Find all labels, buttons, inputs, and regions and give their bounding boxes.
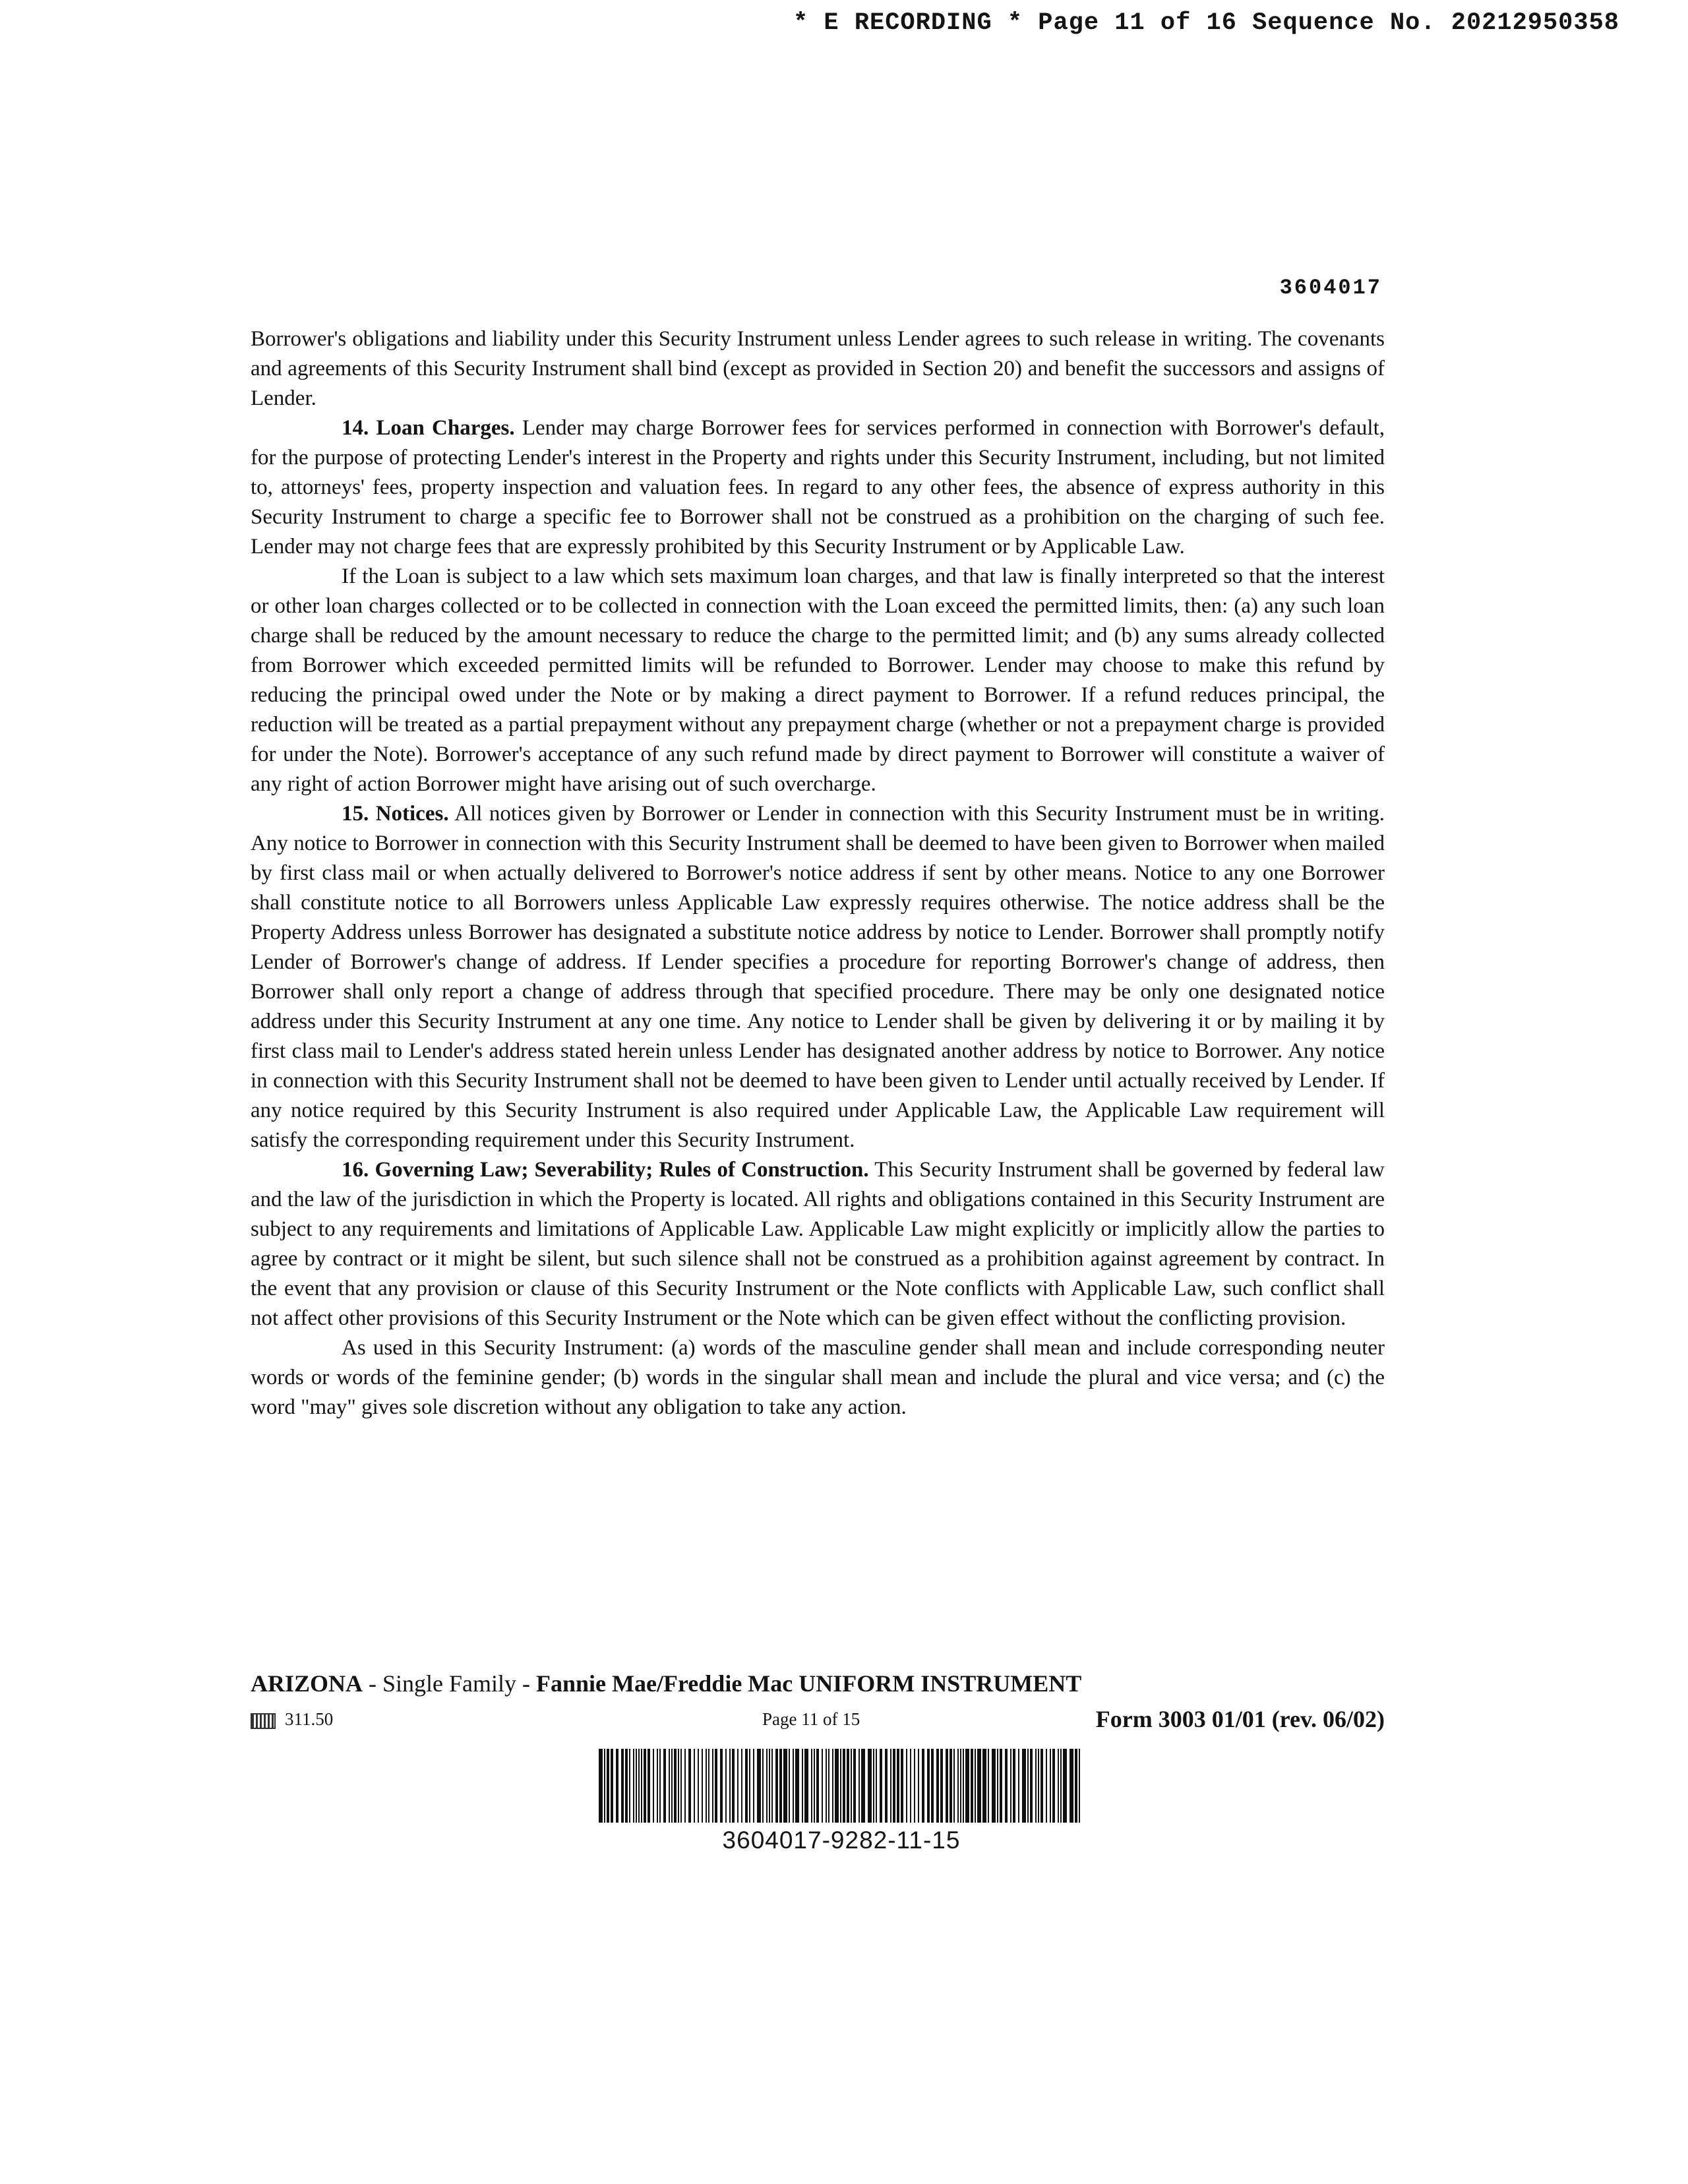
footer-form-number: Form 3003 01/01 (rev. 06/02) — [1095, 1706, 1385, 1732]
footer-row — [251, 1705, 1385, 1734]
document-body — [251, 324, 1385, 1422]
section-14-loan-charges — [251, 413, 1385, 562]
publisher-logo-icon — [251, 1713, 276, 1729]
footer-state: ARIZONA — [251, 1670, 363, 1697]
barcode — [599, 1749, 1084, 1823]
section-15-notices — [251, 799, 1385, 1155]
recording-header: * E RECORDING * Page 11 of 16 Sequence No. 20212950358 — [793, 9, 1619, 37]
section-text: Lender may charge Borrower fees for services performed in connection with Borrower's default, for the purpose of protecting Lender's interest in the Property and rights under this Security Instrument, including, but not limited to, attorneys' fees, property inspection and valuation fees. In regard to any other fees, the absence of express authority in this Security Instrument to charge a specific fee to Borrower shall not be construed as a prohibition on the charging of such fee. Lender may not charge fees that are expressly prohibited by this Security Instrument or by Applicable Law. — [251, 416, 1385, 559]
loan-number: 3604017 — [1279, 276, 1382, 300]
footer-title — [251, 1670, 1081, 1697]
footer-code-text: 311.50 — [285, 1709, 334, 1729]
section-text: This Security Instrument shall be governed by federal law and the law of the jurisdiction in which the Property is located. All rights and obligations contained in this Security Instrument are subject to any requirements and limitations of Applicable Law. Applicable Law might explicitly or implicitly allow the parties to agree by contract or it might be silent, but such silence shall not be construed as a prohibition against agreement by contract. In the event that any provision or clause of this Security Instrument or the Note conflicts with Applicable Law, such conflict shall not affect other provisions of this Security Instrument or the Note which can be given effect without the conflicting provision. — [251, 1158, 1385, 1330]
section-16-governing-law — [251, 1155, 1385, 1333]
barcode-number: 3604017-9282-11-15 — [722, 1827, 961, 1854]
section-text: All notices given by Borrower or Lender in connection with this Security Instrument must be in writing. Any notice to Borrower in connection with this Security Instrument shall be deemed to have been given to Borrower when mailed by first class mail or when actually delivered to Borrower's notice address if sent by other means. Notice to any one Borrower shall constitute notice to all Borrowers unless Applicable Law expressly requires otherwise. The notice address shall be the Property Address unless Borrower has designated a substitute notice address by notice to Lender. Borrower shall promptly notify Lender of Borrower's change of address. If Lender specifies a procedure for reporting Borrower's change of address, then Borrower shall only report a change of address through that specified procedure. There may be only one designated notice address under this Security Instrument at any one time. Any notice to Lender shall be given by delivering it or by mailing it by first class mail to Lender's address stated herein unless Lender has designated another address by notice to Borrower. Any notice in connection with this Security Instrument shall not be deemed to have been given to Lender until actually received by Lender. If any notice required by this Security Instrument is also required under Applicable Law, the Applicable Law requirement will satisfy the corresponding requirement under this Security Instrument. — [251, 802, 1385, 1152]
section-16-continuation: As used in this Security Instrument: (a) words of the masculine gender shall mean and include corresponding neuter words or words of the feminine gender; (b) words in the singular shall mean and include the plural and vice versa; and (c) the word "may" gives sole discretion without any obligation to take any action. — [251, 1336, 1385, 1419]
paragraph-continuation: Borrower's obligations and liability under this Security Instrument unless Lender agrees to such release in writing. The covenants and agreements of this Security Instrument shall bind (except as provided in Section 20) and benefit the successors and assigns of Lender. — [251, 327, 1385, 410]
section-heading: 15. Notices. — [342, 802, 449, 826]
footer-page-number: Page 11 of 15 — [762, 1709, 860, 1729]
section-heading: 14. Loan Charges. — [342, 416, 515, 440]
section-14-continuation: If the Loan is subject to a law which sets maximum loan charges, and that law is finally interpreted so that the interest or other loan charges collected or to be collected in connection with the Loan exceed the permitted limits, then: (a) any such loan charge shall be reduced by the amount necessary to reduce the charge to the permitted limit; and (b) any sums already collected from Borrower which exceeded permitted limits will be refunded to Borrower. Lender may choose to make this refund by reducing the principal owed under the Note or by making a direct payment to Borrower. If a refund reduces principal, the reduction will be treated as a partial prepayment without any prepayment charge (whether or not a prepayment charge is provided for under the Note). Borrower's acceptance of any such refund made by direct payment to Borrower will constitute a waiver of any right of action Borrower might have arising out of such overcharge. — [251, 564, 1385, 796]
footer-separator: - Single Family - — [363, 1670, 537, 1697]
footer-instrument: Fannie Mae/Freddie Mac UNIFORM INSTRUMENT — [536, 1670, 1082, 1697]
section-heading: 16. Governing Law; Severability; Rules of Construction. — [342, 1158, 869, 1182]
footer-code — [251, 1709, 333, 1730]
